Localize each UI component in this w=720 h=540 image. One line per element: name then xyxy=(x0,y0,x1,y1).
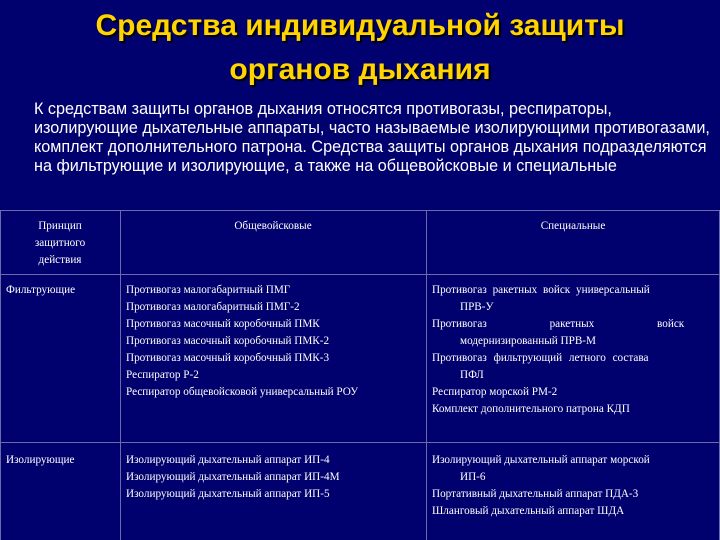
list-item: Противогаз малогабаритный ПМГ xyxy=(126,284,291,296)
list-item: Противогаз ракетных войск универсальный xyxy=(432,284,650,296)
table-divider xyxy=(120,210,121,540)
list-item: ПФЛ xyxy=(460,369,484,381)
table-divider xyxy=(0,442,720,443)
header-principle-line: Принцип xyxy=(38,220,82,232)
header-general: Общевойсковые xyxy=(234,220,312,232)
row-isolating-general xyxy=(126,452,424,503)
list-item: Респиратор общевойсковой универсальный РОУ xyxy=(126,386,359,398)
list-item: Изолирующий дыхательный аппарат ИП-4 xyxy=(126,454,330,466)
list-item: Портативный дыхательный аппарат ПДА-3 xyxy=(432,488,639,500)
title-line-1: Средства индивидуальной защиты xyxy=(95,9,625,42)
header-special: Специальные xyxy=(540,220,606,232)
row-isolating-special xyxy=(432,452,714,520)
list-item: Шланговый дыхательный аппарат ШДА xyxy=(432,505,625,517)
list-item: Респиратор Р-2 xyxy=(126,369,199,381)
slide-title xyxy=(0,4,720,92)
title-line-2: органов дыхания xyxy=(229,53,491,86)
table-divider xyxy=(0,274,720,275)
protection-table xyxy=(0,210,720,540)
list-item: Комплект дополнительного патрона КДП xyxy=(432,403,630,415)
row-filtering-principle: Фильтрующие xyxy=(6,284,76,296)
row-filtering-special xyxy=(432,282,714,418)
list-item: Противогаз масочный коробочный ПМК xyxy=(126,318,320,330)
table-border-top xyxy=(0,210,720,211)
list-item: Противогаз масочный коробочный ПМК-3 xyxy=(126,352,330,364)
list-item: Изолирующий дыхательный аппарат ИП-5 xyxy=(126,488,330,500)
row-isolating-principle: Изолирующие xyxy=(6,454,75,466)
list-item: Респиратор морской РМ-2 xyxy=(432,386,558,398)
list-item: Изолирующий дыхательный аппарат ИП-4М xyxy=(126,471,340,483)
list-item: Противогаз фильтрующий летного состава xyxy=(432,352,649,364)
intro-paragraph: К средствам защиты органов дыхания относятся противогазы, респираторы, изолирующие дыхательные аппараты, часто называемые изолирующими противогазами, комплект дополнительного патрона. Средства защиты органов дыхания подразделяются на фильтрующие и изолирующие, а также на общевойсковые и специальные xyxy=(34,100,710,175)
list-item: модернизированный ПРВ-М xyxy=(460,335,596,347)
table-divider xyxy=(426,210,427,540)
header-principle-line: действия xyxy=(38,254,82,266)
row-filtering-general xyxy=(126,282,424,401)
list-item: Противогаз малогабаритный ПМГ-2 xyxy=(126,301,300,313)
list-item: Изолирующий дыхательный аппарат морской xyxy=(432,454,650,466)
header-principle xyxy=(0,218,120,269)
list-item: Противогаз масочный коробочный ПМК-2 xyxy=(126,335,330,347)
list-item: ПРВ-У xyxy=(460,301,494,313)
list-item: Противогаз ракетных войск xyxy=(432,318,685,330)
header-principle-line: защитного xyxy=(34,237,86,249)
list-item: ИП-6 xyxy=(460,471,486,483)
